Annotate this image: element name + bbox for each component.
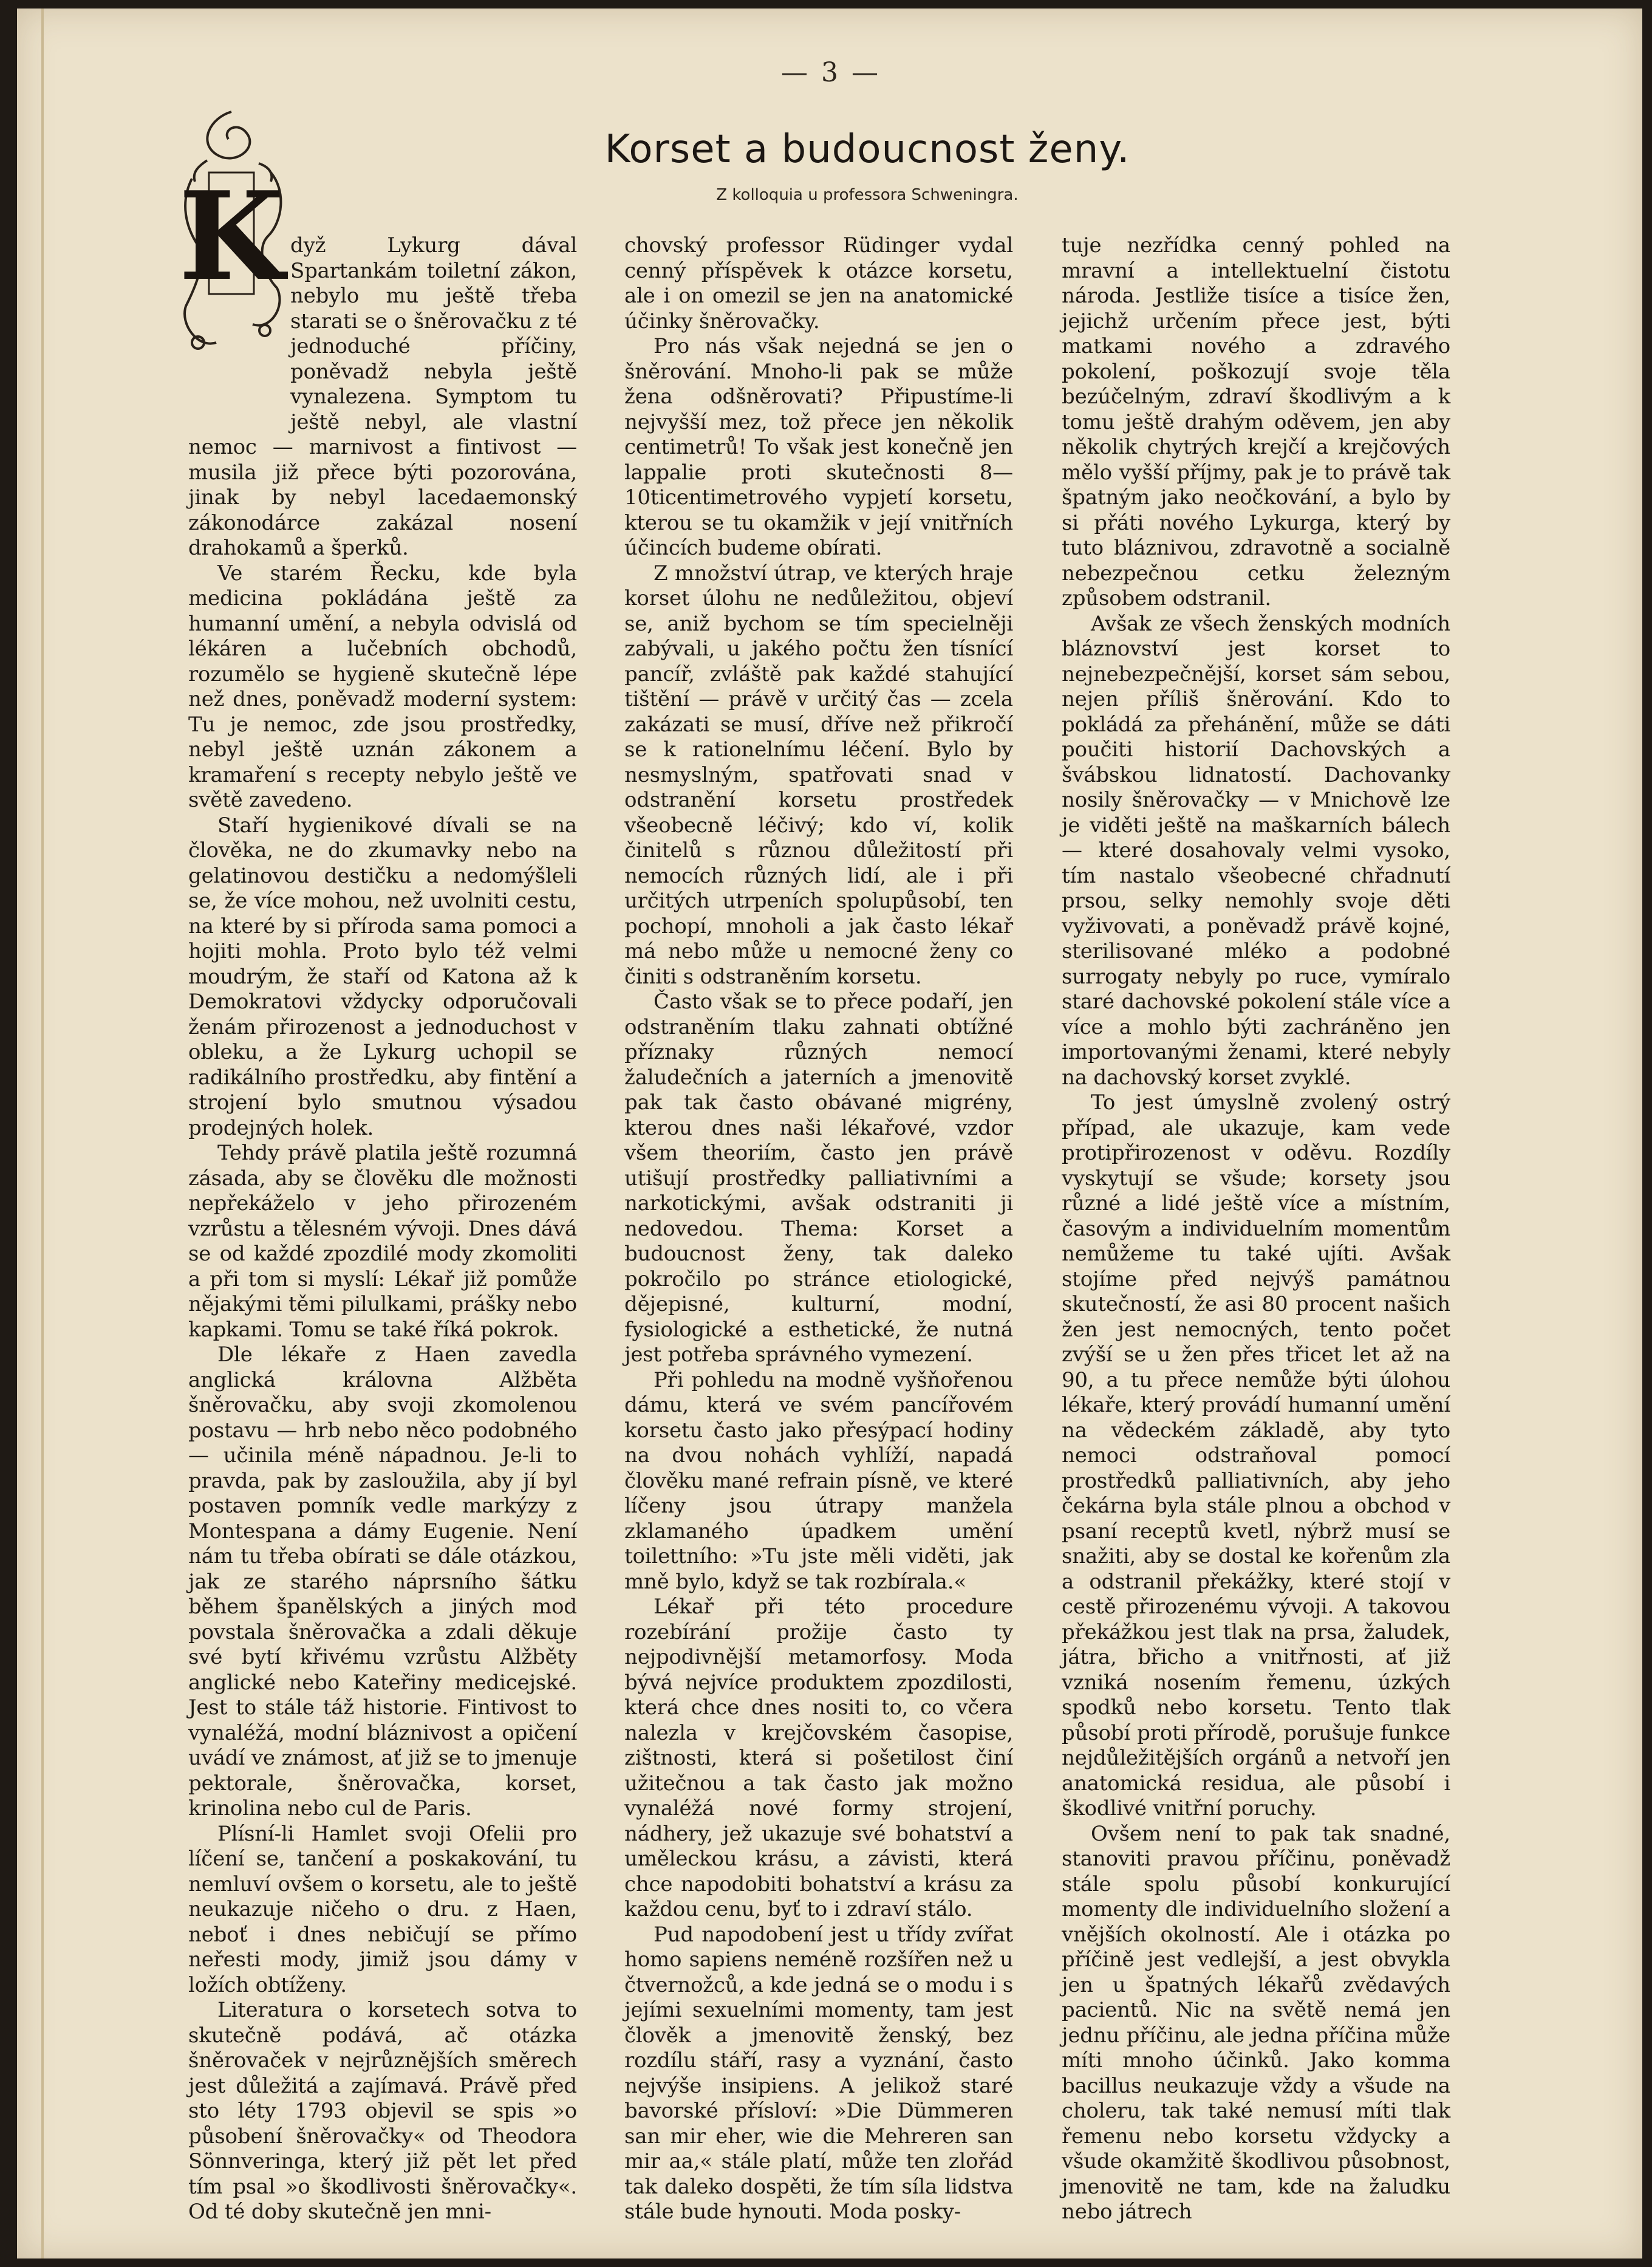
paragraph: Staří hygienikové dívali se na člověka, ne do zkumavky nebo na gelatinovou destičku a nedomýšleli se, že více mohou, než uvolniti cestu, na které by si příroda sama pomoci a hojiti mohla. Proto bylo též velmi moudrým, že staří od Katona až k Demokratovi vždycky odporučovali ženám přirozenost a jednoduchost v obleku, a že Lykurg uchopil se radikálního prostředku, aby fintění a strojení bylo smutnou výsadou prodejných holek.	[188, 813, 577, 1140]
newspaper-page	[17, 9, 1642, 2258]
paragraph: Ovšem není to pak tak snadné, stanoviti pravou příčinu, poněvadž stále spolu působí konkurující momenty dle individuelního složení a vnějších okolností. Ale i otázka po příčině jest vedlejší, a jest obvykla jen u špatných lékařů zvědavých pacientů. Nic na světě nemá jen jednu příčinu, ale jedna příčina může míti mnoho účinků. Jako komma bacillus neukazuje vždy a všude na choleru, tak také nemusí míti tlak řemenu nebo korsetu vždycky a všude okamžitě škodlivou působnost, jmenovitě ne tam, kde na žaludku nebo játrech	[1062, 1821, 1450, 2224]
paragraph: Lékař při této procedure rozebírání prožije často ty nejpodivnější metamorfosy. Moda bývá nejvíce produktem zpozdilosti, která chce dnes nositi to, co včera nalezla v krejčovském časopise, zištnosti, která si pošetilost činí užitečnou a tak často jak možno vynaléžá nové formy strojení, nádhery, jež ukazuje své bohatství a uměleckou krásu, a závisti, která chce napodobiti bohatství a krásu za každou cenu, byť to i zdraví stálo.	[624, 1595, 1013, 1921]
paragraph: Avšak ze všech ženských modních bláznovství jest korset to nejnebezpečnější, korset sám sebou, nejen příliš šněrování. Kdo to pokládá za přehánění, může se dáti poučiti historií Dachovských a švábskou lidnatostí. Dachovanky nosily šněrovačky — v Mnichově lze je viděti ještě na maškarních bálech — které dosahovaly velmi vysoko, tím nastalo všeobecné chřadnutí prsou, selky nemohly svoje děti vyživovati, a poněvadž právě kojné, sterilisované mléko a podobné surrogaty nebyly po ruce, vymíralo staré dachovské pokolení stále více a více a mohlo býti zachráněno jen importovanými ženami, které nebyly na dachovský korset zvyklé.	[1062, 611, 1450, 1090]
paragraph: Ve starém Řecku, kde byla medicina pokládána ještě za humanní umění, a nebyla odvislá od lékáren a lučebních obchodů, rozumělo se hygieně skutečně lépe než dnes, poněvadž moderní system: Tu je nemoc, zde jsou prostředky, nebyl ještě uznán zákonem a kramaření s recepty nebylo ještě ve světě zavedeno.	[188, 561, 577, 812]
article-subtitle: Z kolloquia u professora Schweningra.	[716, 186, 1019, 204]
paragraph: To jest úmyslně zvolený ostrý případ, ale ukazuje, kam vede protipřirozenost v oděvu. Rozdíly vyskytují se všude; korsety jsou různé a lidé ještě více a místním, časovým a individuelním momentům nemůžeme tu také ujíti. Avšak stojíme před nejvýš památnou skutečností, že asi 80 procent našich žen jest nemocných, tento počet zvýší se u žen přes třicet let až na 90, a tu přece nemůže býti úlohou lékaře, který provádí humanní umění na vědeckém základě, aby tyto nemoci odstraňoval pomocí prostředků palliativních, aby jeho čekárna byla stále plnou a obchod v psaní receptů kvetl, nýbrž musí se snažiti, aby se dostal ke kořenům zla a odstranil překážky, které stojí v cestě přirozenému vývoji. A takovou překážkou jest tlak na prsa, žaludek, játra, břicho a vnitřnosti, ať již vzniká nosením řemenu, úzkých spodků nebo korsetu. Tento tlak působí proti přírodě, porušuje funkce nejdůležitějších orgánů a netvoří jen anatomická residua, ale působí i škodlivé vnitřní poruchy.	[1062, 1090, 1450, 1821]
text-column-2	[624, 233, 1013, 2225]
text-column-1	[188, 233, 577, 2225]
article-title: Korset a budoucnost ženy.	[604, 127, 1130, 172]
paragraph: dyž Lykurg dával Spartankám toiletní zákon, nebylo mu ještě třeba starati se o šněrovačku z té jednoduché příčiny, poněvadž nebyla ještě vynalezena. Symptom tu ještě nebyl, ale vlastní nemoc — marnivost a fintivost — musila již přece býti pozorována, jinak by nebyl lacedaemonský zákonodárce zakázal nosení drahokamů a šperků.	[188, 233, 577, 560]
paragraph: Dle lékaře z Haen zavedla anglická královna Alžběta šněrovačku, aby svoji zkomolenou postavu — hrb nebo něco podobného — učinila méně nápadnou. Je-li to pravda, pak by zasloužila, aby jí byl postaven pomník vedle markýzy z Montespana a dámy Eugenie. Není nám tu třeba obírati se dále otázkou, jak ze starého náprsního šátku během španělských a jiných mod povstala šněrovačka a zdali děkuje své bytí křivému vzrůstu Alžběty anglické nebo Kateřiny medicejské. Jest to stále táž historie. Fintivost to vynaléžá, modní bláznivost a opičení uvádí ve známost, ať již se to jmenuje pektorale, šněrovačka, korset, krinolina nebo cul de Paris.	[188, 1342, 577, 1821]
paragraph: Často však se to přece podaří, jen odstraněním tlaku zahnati obtížné příznaky různých nemocí žaludečních a jaterních a jmenovitě pak tak často obávané migrény, kterou dnes naši lékařové, vzdor všem theoriím, často jen právě utišují prostředky palliativními a narkotickými, avšak odstraniti ji nedovedou. Thema: Korset a budoucnost ženy, tak daleko pokročilo po stránce etiologické, dějepisné, kulturní, modní, fysiologické a esthetické, že nutná jest potřeba správného vymezení.	[624, 990, 1013, 1367]
paragraph: Plísní-li Hamlet svoji Ofelii pro líčení se, tančení a poskakování, tu nemluví ovšem o korsetu, ale to ještě neukazuje ničeho o dru. z Haen, neboť i dnes nebičují se přímo neřesti mody, jimiž jsou dámy v ložích obtíženy.	[188, 1821, 577, 1997]
paragraph: Z množství útrap, ve kterých hraje korset úlohu ne nedůležitou, objeví se, aniž bychom se tím specielněji zabývali, u jakého počtu žen tísnící pancíř, zvláště pak každé stahující tištění — právě v určitý čas — zcela zakázati se musí, dříve než přikročí se k rationelnímu léčení. Bylo by nesmyslným, spatřovati snad v odstranění korsetu prostředek všeobecně léčivý; kdo ví, kolik činitelů s různou důležitostí při nemocích různých lidí, ale i při určitých utrpeních spolupůsobí, ten pochopí, mnoholi a jak často lékař má nebo může u nemocné ženy co činiti s odstraněním korsetu.	[624, 561, 1013, 989]
paragraph: Pro nás však nejedná se jen o šněrování. Mnoho-li pak se může žena odšněrovati? Připustíme-li nejvyšší mez, tož přece jen několik centimetrů! To však jest konečně jen lappalie proti skutečnosti 8—10ticentimetrového vypjetí korsetu, kterou se tu okamžik v její vnitřních účincích budeme obírati.	[624, 334, 1013, 560]
initial-letter: K	[179, 165, 284, 308]
paragraph: tuje nezřídka cenný pohled na mravní a intellektuelní čistotu národa. Jestliže tisíce a tisíce žen, jejichž určením přece jest, býti matkami nového a zdravého pokolení, poškozují svoje těla bezúčelným, zdraví škodlivým a k tomu ještě drahým oděvem, jen aby několik chytrých krejčí a krejčových mělo vyšší příjmy, pak je to právě tak špatným jako neočkování, a bylo by si přáti nového Lykurga, který by tuto bláznivou, zdravotně a socialně nebezpečnou cetku železným způsobem odstranil.	[1062, 233, 1450, 610]
binding-margin-rule	[41, 9, 44, 2258]
paragraph: Při pohledu na modně vyšňořenou dámu, která ve svém pancířovém korsetu často jako přesýpací hodiny na dvou nohách vyhlíží, napadá člověku mané refrain písně, ve které líčeny jsou útrapy manžela zklamaného úpadkem umění toilettního: »Tu jste měli viděti, jak mně bylo, když se tak rozbírala.«	[624, 1367, 1013, 1594]
paragraph: Pud napodobení jest u třídy zvířat homo sapiens neméně rozšířen než u čtvernožců, a kde jedná se o modu i s jejími sexuelními momenty, tam jest člověk a jmenovitě ženský, bez rozdílu stáří, rasy a vyznání, často nejvýše insipiens. A jelikož staré bavorské přísloví: »Die Dümmeren san mir eher, wie die Mehreren san mir aa,« stále platí, může ten zlořád tak daleko dospěti, že tím síla lidstva stále bude hynouti. Moda posky-	[624, 1922, 1013, 2224]
paragraph: Literatura o korsetech sotva to skutečně podává, ač otázka šněrovaček v nejrůznějších směrech jest důležitá a zajímavá. Právě před sto léty 1793 objevil se spis »o působení šněrovačky« od Theodora Sönnveringa, který již pět let před tím psal »o škodlivosti šněrovačky«. Od té doby skutečně jen mni-	[188, 1998, 577, 2224]
paragraph: chovský professor Rüdinger vydal cenný příspěvek k otázce korsetu, ale i on omezil se jen na anatomické účinky šněrovačky.	[624, 233, 1013, 333]
page-number: — 3 —	[781, 57, 881, 88]
text-column-3	[1062, 233, 1450, 2225]
paragraph: Tehdy právě platila ještě rozumná zásada, aby se člověku dle možnosti nepřekáželo v jeho přirozeném vzrůstu a tělesném vývoji. Dnes dává se od každé zpozdilé mody zkomoliti a při tom si myslí: Lékař již pomůže nějakými těmi pilulkami, prášky nebo kapkami. Tomu se také říká pokrok.	[188, 1141, 577, 1342]
